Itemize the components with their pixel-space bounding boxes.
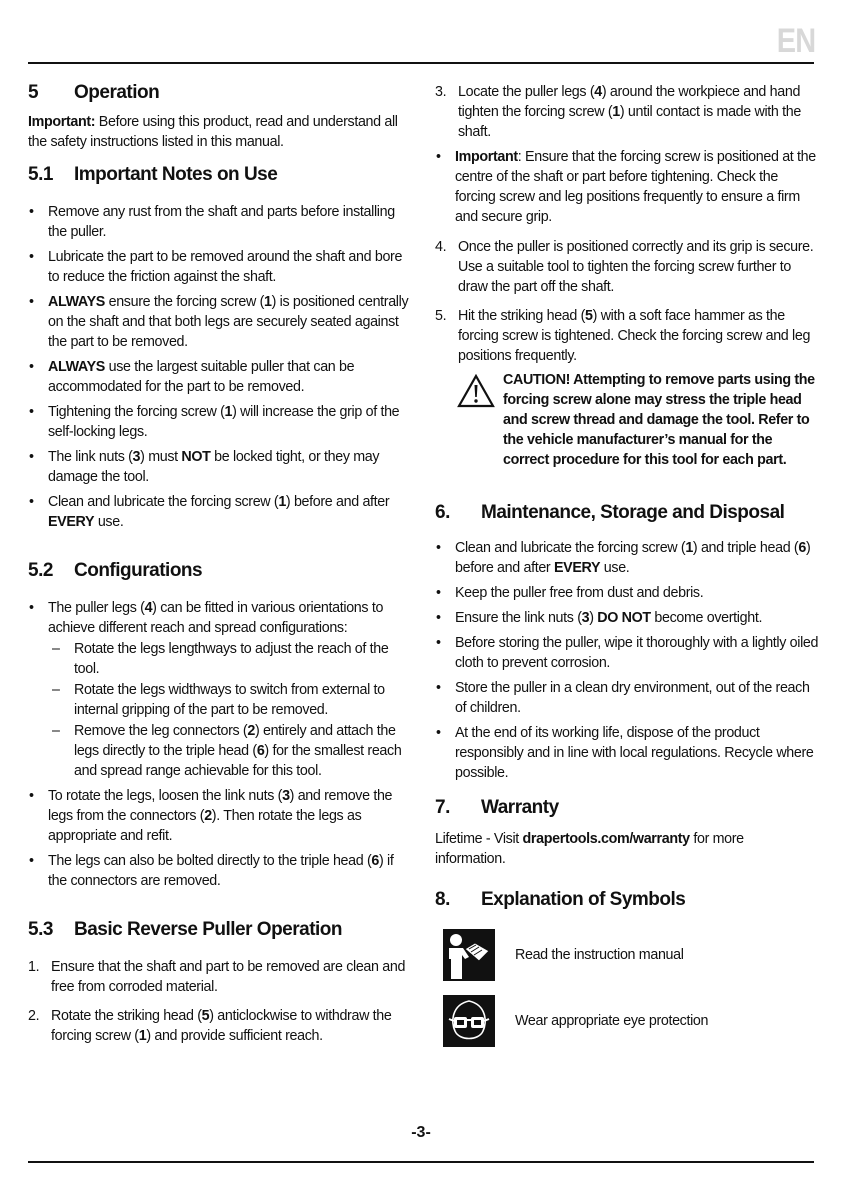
section-title: Configurations: [74, 560, 203, 581]
list-item: • Clean and lubricate the forcing screw (1) and triple head (6) before and after EVERY use.: [435, 538, 820, 578]
warranty-text: Lifetime - Visit drapertools.com/warranty for more information.: [435, 831, 744, 867]
section-8-heading: [435, 887, 820, 913]
section-title: Warranty: [481, 797, 559, 818]
list-item: • ALWAYS use the largest suitable puller that can be accommodated for the part to be removed.: [28, 357, 413, 397]
symbol-label: Read the instruction manual: [515, 947, 684, 963]
important-note: [435, 147, 820, 227]
maintenance-list: [435, 538, 820, 783]
sub-list-item: – Rotate the legs lengthways to adjust the reach of the tool.: [48, 639, 413, 679]
list-item: • Important: Ensure that the forcing screw is positioned at the centre of the shaft or part before tightening. Check the forcing screw and leg positions frequently to ensure a firm and secure grip.: [435, 147, 820, 227]
operation-steps-right-continued: [435, 237, 820, 366]
section-title: Maintenance, Storage and Disposal: [481, 502, 785, 523]
list-item: • Before storing the puller, wipe it thoroughly with a lightly oiled cloth to prevent corrosion.: [435, 633, 820, 673]
list-item: • Tightening the forcing screw (1) will increase the grip of the self-locking legs.: [28, 402, 413, 442]
section-number: 6.: [435, 502, 450, 523]
warning-triangle-icon: [457, 370, 503, 470]
section-number: 5: [28, 82, 39, 103]
symbol-label: Wear appropriate eye protection: [515, 1013, 709, 1029]
list-item: • Lubricate the part to be removed around the shaft and bore to reduce the friction against the shaft.: [28, 247, 413, 287]
section-7-heading: [435, 795, 820, 821]
list-item: • Remove any rust from the shaft and parts before installing the puller.: [28, 202, 413, 242]
read-manual-icon: [443, 929, 495, 981]
section-number: 8.: [435, 889, 450, 910]
operation-intro: [28, 112, 413, 152]
sub-list-item: – Remove the leg connectors (2) entirely and attach the legs directly to the triple head (6) for the smallest reach and spread range achievable for this tool.: [48, 721, 413, 781]
section-title: Operation: [74, 82, 160, 103]
section-5-1-heading: [28, 162, 413, 188]
list-item: • At the end of its working life, dispose of the product responsibly and in line with local regulations. Recycle where possible.: [435, 723, 820, 783]
operation-steps-left: [28, 957, 413, 1046]
footer-rule: [28, 1161, 814, 1163]
intro-text: Before using this product, read and understand all the safety instructions listed in this manual.: [28, 114, 398, 150]
left-column: [28, 80, 413, 1055]
sub-list-item: – Rotate the legs widthways to switch from external to internal gripping of the part to be removed.: [48, 680, 413, 720]
step-item: 4. Once the puller is positioned correctly and its grip is secure. Use a suitable tool to tighten the forcing screw further to draw the part off the shaft.: [435, 239, 814, 295]
symbol-row: [443, 995, 820, 1047]
list-item: • ALWAYS ensure the forcing screw (1) is positioned centrally on the shaft and that both legs are securely seated against the part to be removed.: [28, 292, 413, 352]
eye-protection-icon: [443, 995, 495, 1047]
list-item: • To rotate the legs, loosen the link nuts (3) and remove the legs from the connectors (2). Then rotate the legs as appropriate and refit.: [28, 786, 413, 846]
list-item: • The link nuts (3) must NOT be locked tight, or they may damage the tool.: [28, 447, 413, 487]
caution-notice: [457, 370, 820, 470]
list-item: • Clean and lubricate the forcing screw (1) before and after EVERY use.: [28, 492, 413, 532]
language-tag: EN: [776, 22, 815, 60]
configurations-list: [28, 598, 413, 891]
step-item: 1. Ensure that the shaft and part to be removed are clean and free from corroded material.: [28, 959, 406, 995]
symbols-list: [435, 929, 820, 1047]
header-rule: [28, 62, 814, 64]
operation-steps-right: [435, 82, 820, 142]
step-item: 3. Locate the puller legs (4) around the workpiece and hand tighten the forcing screw (1) until contact is made with the shaft.: [435, 84, 801, 140]
right-column: [435, 80, 820, 1061]
section-title: Explanation of Symbols: [481, 889, 686, 910]
list-item: • Store the puller in a clean dry environment, out of the reach of children.: [435, 678, 820, 718]
step-item: 2. Rotate the striking head (5) anticlockwise to withdraw the forcing screw (1) and provide sufficient reach.: [28, 1008, 392, 1044]
notes-on-use-list: [28, 202, 413, 532]
section-5-3-heading: [28, 917, 413, 943]
section-number: 5.2: [28, 560, 53, 581]
symbol-row: [443, 929, 820, 981]
section-title: Important Notes on Use: [74, 164, 278, 185]
list-item: • The legs can also be bolted directly to the triple head (6) if the connectors are removed.: [28, 851, 413, 891]
warranty-link[interactable]: drapertools.com/warranty: [522, 831, 690, 847]
section-5-heading: [28, 80, 413, 106]
section-number: 5.1: [28, 164, 53, 185]
list-item: • The puller legs (4) can be fitted in various orientations to achieve different reach and spread configurations: – Rotate the legs lengthways to adjust the reach of the tool. – Rotate the legs widthways to switch from external to internal gripping of the part to be removed. – Remove the leg connectors (2) entirely and attach the legs directly to the triple head (6) for the smallest reach and spread range achievable for this tool.: [28, 598, 413, 781]
important-label: Important:: [28, 114, 96, 130]
caution-text: CAUTION! Attempting to remove parts using the forcing screw alone may stress the triple head and screw thread and damage the tool. Refer to the vehicle manufacturer’s manual for the correct procedure for this tool for each part.: [503, 372, 815, 468]
section-number: 7.: [435, 797, 450, 818]
section-5-2-heading: [28, 558, 413, 584]
page-number: -3-: [411, 1124, 431, 1141]
sub-list: [48, 639, 413, 781]
section-number: 5.3: [28, 919, 53, 940]
section-6-heading: [435, 500, 820, 526]
section-title: Basic Reverse Puller Operation: [74, 919, 343, 940]
list-item: • Keep the puller free from dust and debris.: [435, 583, 820, 603]
list-item: • Ensure the link nuts (3) DO NOT become overtight.: [435, 608, 820, 628]
step-item: 5. Hit the striking head (5) with a soft face hammer as the forcing screw is tightened. Check the forcing screw and leg positions frequently.: [435, 308, 811, 364]
